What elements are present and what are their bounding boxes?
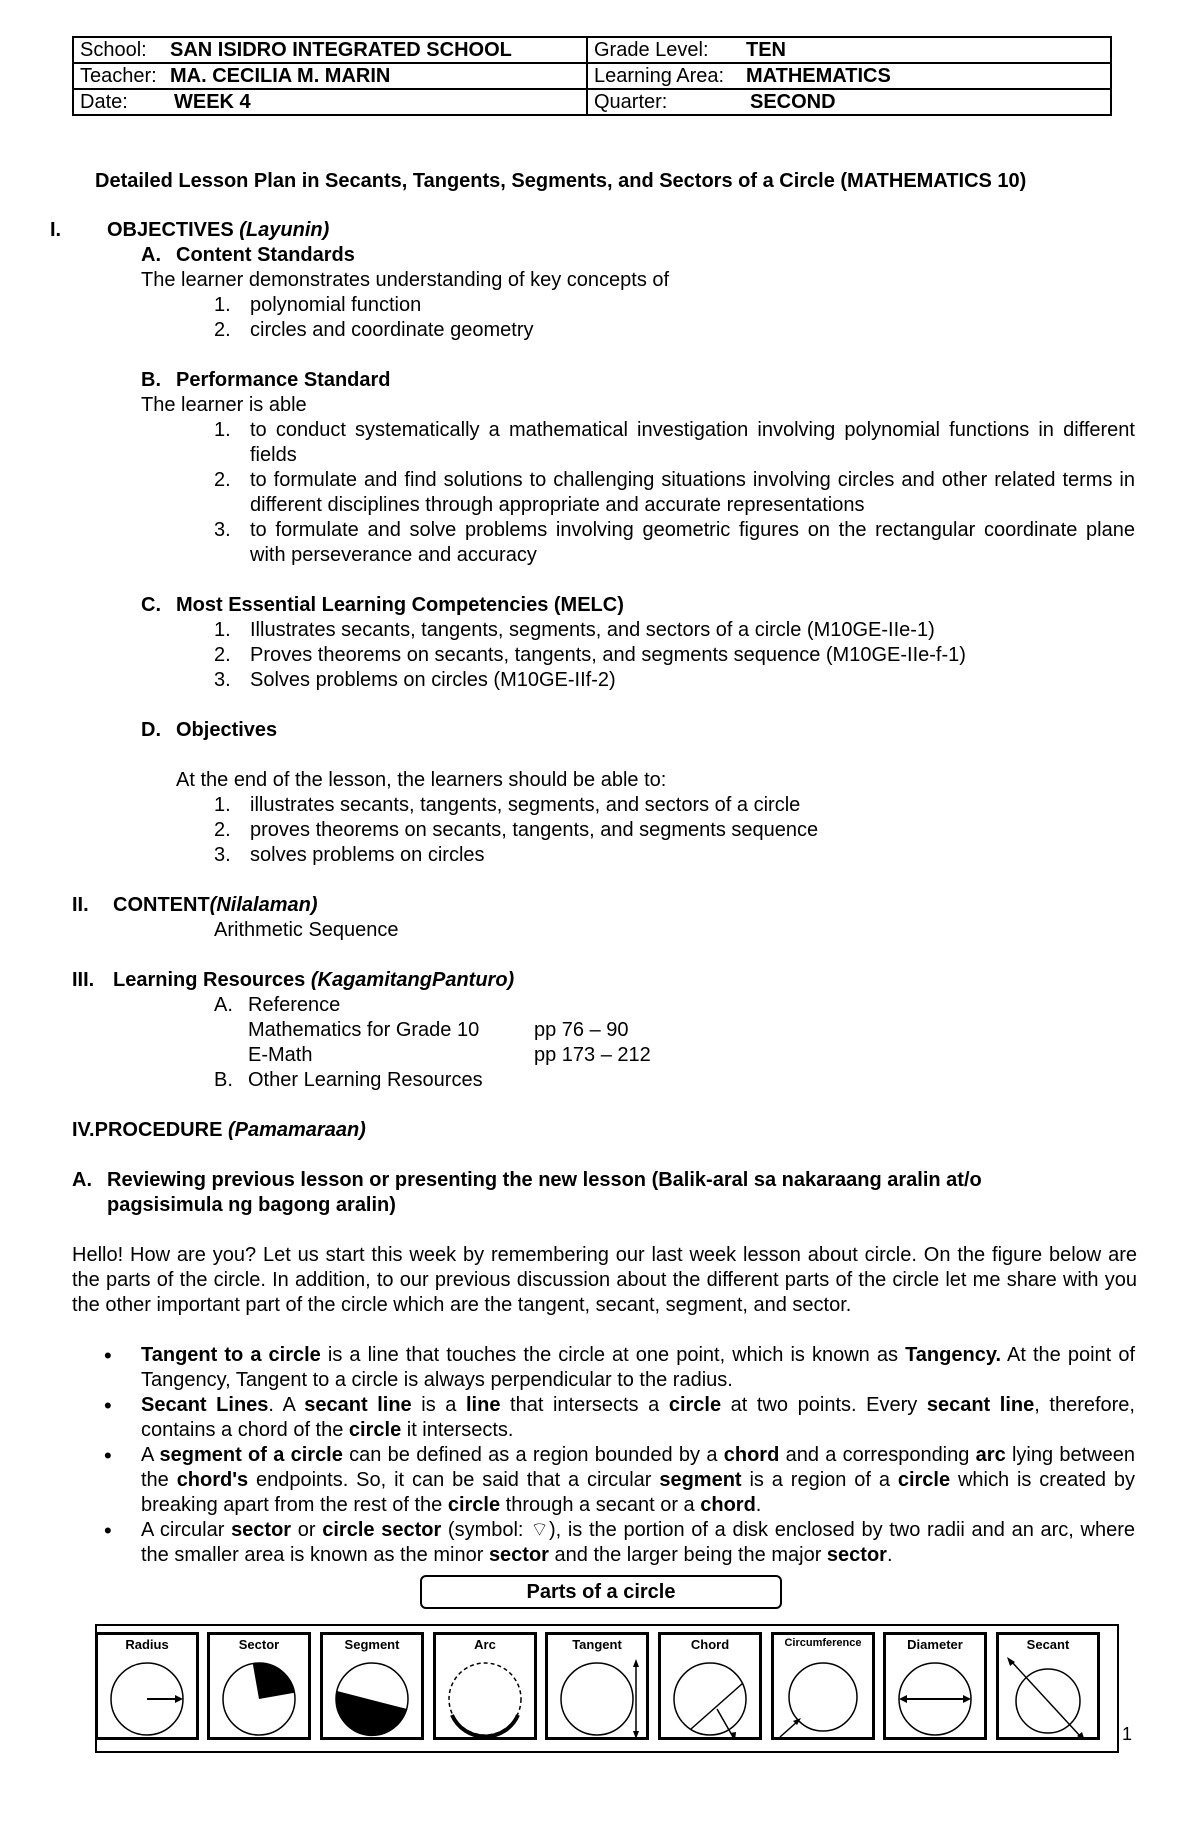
list-number: 3.: [214, 519, 231, 541]
def-text: .: [886, 1544, 893, 1566]
def-text: or: [291, 1519, 323, 1541]
objectives-sub-heading: Objectives: [176, 719, 278, 741]
list-number: 1.: [214, 294, 231, 316]
def-term: circle sector: [322, 1519, 442, 1541]
header-row: [73, 89, 1111, 115]
intro-paragraph: Hello! How are you? Let us start this week by remembering our last week lesson about circle. On the figure below are the parts of the circle. In addition, to our previous discussion about the different parts of the circle let me share with you the other important part of the circle which are the tangent, secant, segment, and sector.: [72, 1244, 1137, 1316]
def-term: circle: [897, 1469, 951, 1491]
card-secant: [996, 1632, 1100, 1740]
def-term: secant line: [926, 1394, 1035, 1416]
reference-pages: pp 76 – 90: [534, 1019, 629, 1041]
def-text: through a secant or a: [500, 1494, 701, 1516]
list-number: 1.: [214, 794, 231, 816]
header-table: [72, 36, 1112, 116]
card-label: Diameter: [907, 1637, 963, 1652]
procedure-a-heading: Reviewing previous lesson or presenting the new lesson (Balik-aral sa nakaraang aralin at/o: [107, 1169, 982, 1191]
card-sector: [207, 1632, 311, 1740]
page-title: Detailed Lesson Plan in Secants, Tangents, Segments, and Sectors of a Circle (MATHEMATICS 10): [95, 170, 1027, 192]
def-text: is a line that touches the circle at one point, which is known as: [320, 1344, 906, 1366]
def-term: sector: [826, 1544, 887, 1566]
card-label: Sector: [238, 1637, 280, 1652]
segment-diagram: [323, 1657, 421, 1739]
reference-heading: Reference: [248, 994, 341, 1016]
def-term: circle: [447, 1494, 501, 1516]
def-term: chord: [723, 1444, 780, 1466]
card-chord: [658, 1632, 762, 1740]
grade-cell: [587, 37, 1111, 63]
def-text: which is created by breaking apart from the rest of the: [141, 1469, 1136, 1516]
card-label: Arc: [474, 1637, 496, 1652]
area-label: Learning Area:: [594, 65, 725, 87]
quarter-cell: [587, 89, 1111, 115]
def-text: endpoints. So, it can be said that a circular: [248, 1469, 660, 1491]
section-numeral: I.: [50, 219, 62, 241]
procedure-heading: [72, 1118, 366, 1143]
card-diameter: [883, 1632, 987, 1740]
def-term: Tangent to a circle: [141, 1344, 321, 1366]
def-text: can be defined as a region bounded by a: [342, 1444, 724, 1466]
def-text: At the point of Tangency, Tangent to a circle is always perpendicular to the radius.: [141, 1344, 1135, 1391]
def-text: , therefore, contains a chord of the: [141, 1394, 1135, 1441]
date-value: WEEK 4: [174, 91, 251, 113]
section-numeral: III.: [72, 969, 95, 991]
performance-standard-intro: The learner is able: [141, 394, 307, 416]
header-row: [73, 63, 1111, 89]
def-term: arc: [975, 1444, 1006, 1466]
resource-letter: B.: [214, 1069, 233, 1091]
teacher-cell: [73, 63, 587, 89]
procedure-heading-text: IV.PROCEDURE: [72, 1119, 223, 1141]
objectives-heading: [107, 218, 329, 243]
def-text: it intersects.: [401, 1419, 514, 1441]
def-term: Secant Lines: [141, 1394, 269, 1416]
card-label: Circumference: [784, 1637, 862, 1649]
def-text: that intersects a: [500, 1394, 669, 1416]
def-text: A: [141, 1444, 160, 1466]
melc-heading: Most Essential Learning Competencies (MELC): [176, 594, 624, 616]
content-heading-native: (Nilalaman): [209, 894, 318, 916]
resources-heading-text: Learning Resources: [113, 969, 306, 991]
def-term: line: [465, 1394, 501, 1416]
list-number: 2.: [214, 319, 231, 341]
def-text: A circular: [141, 1519, 232, 1541]
grade-label: Grade Level:: [594, 39, 709, 61]
list-number: 2.: [214, 819, 231, 841]
content-topic: Arithmetic Sequence: [214, 919, 399, 941]
def-term: circle: [348, 1419, 402, 1441]
school-cell: [73, 37, 587, 63]
date-label: Date:: [80, 91, 128, 113]
card-arc: [433, 1632, 537, 1740]
card-segment: [320, 1632, 424, 1740]
teacher-label: Teacher:: [80, 65, 157, 87]
card-label: Radius: [125, 1637, 169, 1652]
list-number: 3.: [214, 669, 231, 691]
resources-heading: [113, 968, 514, 993]
def-text: lying between the: [141, 1444, 1135, 1491]
area-value: MATHEMATICS: [746, 65, 891, 87]
performance-standard-heading: Performance Standard: [176, 369, 391, 391]
def-text: .: [755, 1494, 762, 1516]
list-item: to formulate and solve problems involving geometric figures on the rectangular coordinate plane with perseverance and accuracy: [250, 519, 1135, 566]
def-text: and a corresponding: [779, 1444, 976, 1466]
secant-diagram: [999, 1657, 1097, 1739]
list-item: illustrates secants, tangents, segments, and sectors of a circle: [250, 794, 801, 816]
def-term: sector: [231, 1519, 292, 1541]
def-term: secant line: [304, 1394, 412, 1416]
school-label: School:: [80, 39, 147, 61]
reference-name: E-Math: [248, 1044, 313, 1066]
list-item: to conduct systematically a mathematical investigation involving polynomial functions in different fields: [250, 419, 1135, 466]
list-item: Solves problems on circles (M10GE-IIf-2): [250, 669, 616, 691]
date-cell: [73, 89, 587, 115]
header-row: [73, 37, 1111, 63]
def-text: at two points. Every: [721, 1394, 927, 1416]
school-value: SAN ISIDRO INTEGRATED SCHOOL: [170, 39, 512, 61]
def-term: chord: [700, 1494, 756, 1516]
card-tangent: [545, 1632, 649, 1740]
grade-value: TEN: [746, 39, 786, 61]
content-standards-heading: Content Standards: [176, 244, 355, 266]
bullet: •: [104, 1443, 112, 1468]
card-label: Chord: [690, 1637, 730, 1652]
reference-name: Mathematics for Grade 10: [248, 1019, 480, 1041]
list-number: 1.: [214, 619, 231, 641]
procedure-a-heading: pagsisimula ng bagong aralin): [107, 1194, 396, 1216]
list-number: 3.: [214, 844, 231, 866]
bullet: •: [104, 1343, 112, 1368]
content-standards-intro: The learner demonstrates understanding of key concepts of: [141, 269, 670, 291]
card-circumference: [771, 1632, 875, 1740]
subsection-letter: A.: [141, 244, 161, 266]
card-label: Segment: [344, 1637, 400, 1652]
card-label: Tangent: [572, 1637, 622, 1652]
def-text: and the larger being the major: [548, 1544, 827, 1566]
sector-definition: [141, 1518, 1135, 1568]
content-heading-text: CONTENT: [113, 894, 210, 916]
list-item: proves theorems on secants, tangents, and segments sequence: [250, 819, 819, 841]
arc-diagram: [436, 1657, 534, 1739]
figure-title: Parts of a circle: [420, 1575, 782, 1609]
def-text: (symbol: ⌔), is the portion of a disk enclosed by two radii and an arc, where the smaller area is known as the minor: [141, 1519, 1135, 1566]
list-item: solves problems on circles: [250, 844, 485, 866]
list-number: 2.: [214, 644, 231, 666]
other-resources: Other Learning Resources: [248, 1069, 483, 1091]
def-text: is a region of a: [741, 1469, 898, 1491]
content-heading: [113, 893, 317, 918]
tangent-definition: [141, 1343, 1135, 1393]
quarter-value: SECOND: [750, 91, 836, 113]
tangent-diagram: [548, 1657, 646, 1739]
reference-pages: pp 173 – 212: [534, 1044, 651, 1066]
sector-diagram: [210, 1657, 308, 1739]
section-numeral: II.: [72, 894, 89, 916]
chord-diagram: [661, 1657, 759, 1739]
list-item: to formulate and find solutions to challenging situations involving circles and other related terms in different disciplines through appropriate and accurate representations: [250, 469, 1135, 516]
resource-letter: A.: [214, 994, 233, 1016]
def-term: Tangency.: [905, 1344, 1002, 1366]
def-term: chord's: [176, 1469, 249, 1491]
list-item: polynomial function: [250, 294, 422, 316]
card-radius: [95, 1632, 199, 1740]
def-text: . A: [268, 1394, 305, 1416]
def-term: segment of a circle: [159, 1444, 343, 1466]
objectives-heading-native: (Layunin): [239, 219, 330, 241]
segment-definition: [141, 1443, 1135, 1518]
circumference-diagram: [774, 1657, 872, 1739]
subsection-letter: B.: [141, 369, 161, 391]
resources-heading-native: (KagamitangPanturo): [310, 969, 515, 991]
procedure-heading-native: (Pamamaraan): [227, 1119, 366, 1141]
area-cell: [587, 63, 1111, 89]
objectives-heading-text: OBJECTIVES: [107, 219, 234, 241]
list-item: Illustrates secants, tangents, segments, and sectors of a circle (M10GE-IIe-1): [250, 619, 935, 641]
def-text: is a: [411, 1394, 466, 1416]
list-number: 2.: [214, 469, 231, 491]
subsection-letter: D.: [141, 719, 161, 741]
def-term: sector: [488, 1544, 549, 1566]
objectives-intro: At the end of the lesson, the learners should be able to:: [176, 769, 667, 791]
page-number: 1: [1122, 1724, 1133, 1744]
subsection-letter: C.: [141, 594, 161, 616]
card-label: Secant: [1026, 1637, 1070, 1652]
teacher-value: MA. CECILIA M. MARIN: [170, 65, 391, 87]
list-item: circles and coordinate geometry: [250, 319, 534, 341]
bullet: •: [104, 1393, 112, 1418]
quarter-label: Quarter:: [594, 91, 668, 113]
bullet: •: [104, 1518, 112, 1543]
list-number: 1.: [214, 419, 231, 441]
diameter-diagram: [886, 1657, 984, 1739]
def-term: circle: [668, 1394, 722, 1416]
procedure-letter: A.: [72, 1169, 92, 1191]
list-item: Proves theorems on secants, tangents, and segments sequence (M10GE-IIe-f-1): [250, 644, 966, 666]
secant-definition: [141, 1393, 1135, 1443]
def-term: segment: [659, 1469, 742, 1491]
radius-diagram: [98, 1657, 196, 1739]
